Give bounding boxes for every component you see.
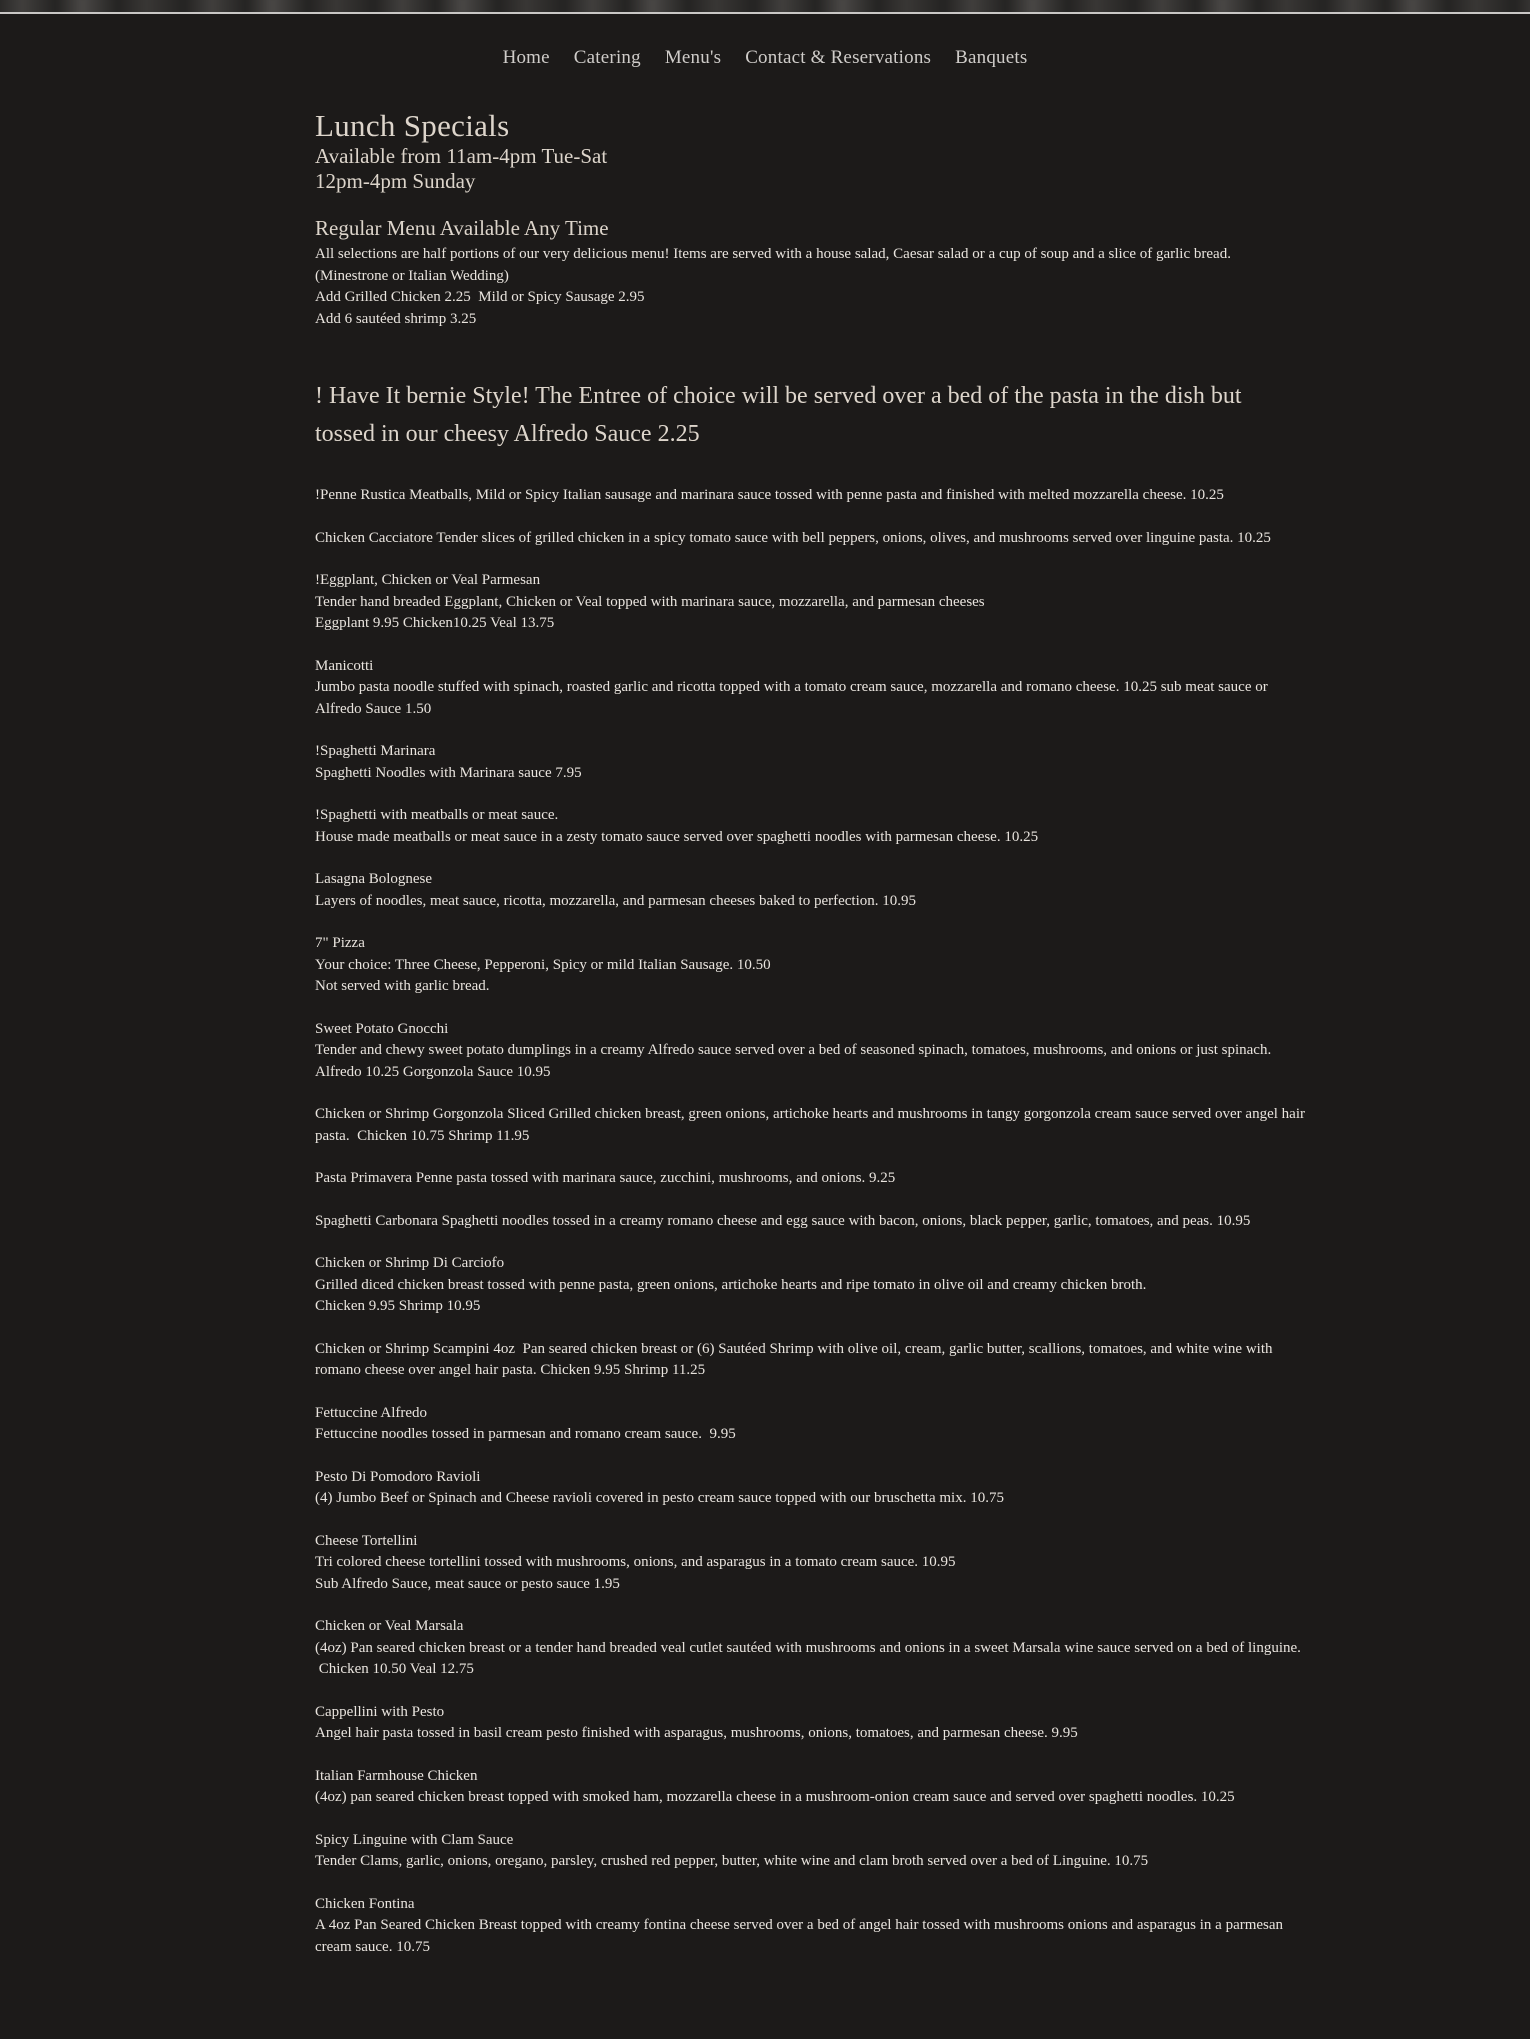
nav-link-menu-s[interactable]: Menu's <box>664 47 722 68</box>
nav-link-contact-reservations[interactable]: Contact & Reservations <box>745 47 932 68</box>
menu-item: Fettuccine Alfredo Fettuccine noodles tossed in parmesan and romano cream sauce. 9.95 <box>315 1404 736 1442</box>
menu-item: Pasta Primavera Penne pasta tossed with marinara sauce, zucchini, mushrooms, and onions. 9.25 <box>315 1170 896 1186</box>
menu-item: Manicotti Jumbo pasta noodle stuffed with spinach, roasted garlic and ricotta topped with a tomato cream sauce, mozzarella and romano cheese. 10.25 sub meat sauce or Alfredo Sauce 1.50 <box>315 657 1271 717</box>
regular-menu-intro: All selections are half portions of our very delicious menu! Items are served with a house salad, Caesar salad or a cup of soup and a slice of garlic bread. (Minestrone or Italian Wedding) Add Grilled Chicken 2.25 Mild or Spicy Sausage 2.95 Add 6 sautéed shrimp 3.25 <box>315 246 1231 327</box>
nav-link-catering[interactable]: Catering <box>573 47 641 68</box>
menu-item: Chicken Fontina A 4oz Pan Seared Chicken Breast topped with creamy fontina cheese served over a bed of angel hair tossed with mushrooms onions and asparagus in a parmesan cream sauce. 10.75 <box>315 1895 1287 1955</box>
menu-item: Italian Farmhouse Chicken (4oz) pan seared chicken breast topped with smoked ham, mozzarella cheese in a mushroom-onion cream sauce and served over spaghetti noodles. 10.25 <box>315 1767 1235 1805</box>
menu-item: Chicken or Veal Marsala (4oz) Pan seared chicken breast or a tender hand breaded veal cutlet sautéed with mushrooms and onions in a sweet Marsala wine sauce served on a bed of linguine. Chicken 10.50 Veal 12.75 <box>315 1618 1301 1677</box>
nav-link-banquets[interactable]: Banquets <box>955 47 1028 68</box>
menu-item: Pesto Di Pomodoro Ravioli (4) Jumbo Beef or Spinach and Cheese ravioli covered in pesto cream sauce topped with our bruschetta mix. 10.75 <box>315 1468 1004 1506</box>
menu-item: !Spaghetti Marinara Spaghetti Noodles with Marinara sauce 7.95 <box>315 743 582 781</box>
menu-item: Chicken Cacciatore Tender slices of grilled chicken in a spicy tomato sauce with bell peppers, onions, olives, and mushrooms served over linguine pasta. 10.25 <box>315 529 1271 546</box>
menu-item: !Spaghetti with meatballs or meat sauce. House made meatballs or meat sauce in a zesty tomato sauce served over spaghetti noodles with parmesan cheese. 10.25 <box>315 807 1039 845</box>
regular-menu-heading: Regular Menu Available Any Time <box>315 216 609 240</box>
menu-item: Sweet Potato Gnocchi Tender and chewy sweet potato dumplings in a creamy Alfredo sauce served over a bed of seasoned spinach, tomatoes, mushrooms, and onions or just spinach. Alfredo 10.25 Gorgonzola Sauce 10.95 <box>315 1020 1272 1080</box>
menu-item: Spicy Linguine with Clam Sauce Tender Clams, garlic, onions, oregano, parsley, crushed red pepper, butter, white wine and clam broth served over a bed of Linguine. 10.75 <box>315 1831 1149 1869</box>
menu-item: Spaghetti Carbonara Spaghetti noodles tossed in a creamy romano cheese and egg sauce with bacon, onions, black pepper, garlic, tomatoes, and peas. 10.95 <box>315 1212 1251 1229</box>
menu-item: Cappellini with Pesto Angel hair pasta tossed in basil cream pesto finished with asparagus, mushrooms, onions, tomatoes, and parmesan cheese. 9.95 <box>315 1703 1078 1741</box>
menu-list <box>315 485 1309 2039</box>
menu-item: !Eggplant, Chicken or Veal Parmesan Tender hand breaded Eggplant, Chicken or Veal topped with marinara sauce, mozzarella, and parmesan cheeses Eggplant 9.95 Chicken10.25 Veal 13.75 <box>315 572 985 631</box>
menu-item: 7" Pizza Your choice: Three Cheese, Pepperoni, Spicy or mild Italian Sausage. 10.50 Not served with garlic bread. <box>315 935 771 994</box>
menu-item: !Penne Rustica Meatballs, Mild or Spicy Italian sausage and marinara sauce tossed with penne pasta and finished with melted mozzarella cheese. 10.25 <box>315 487 1224 503</box>
menu-item: Chicken or Shrimp Scampini 4oz Pan seared chicken breast or (6) Sautéed Shrimp with olive oil, cream, garlic butter, scallions, tomatoes, and white wine with romano cheese over angel hair pasta. Chicken 9.95 Shrimp 11.25 <box>315 1340 1277 1378</box>
menu-item: Cheese Tortellini Tri colored cheese tortellini tossed with mushrooms, onions, and asparagus in a tomato cream sauce. 10.95 Sub Alfredo Sauce, meat sauce or pesto sauce 1.95 <box>315 1532 956 1592</box>
menu-item: Chicken or Shrimp Gorgonzola Sliced Grilled chicken breast, green onions, artichoke hearts and mushrooms in tangy gorgonzola cream sauce served over angel hair pasta. Chicken 10.75 Shrimp 11.95 <box>315 1106 1309 1144</box>
availability-hours: Available from 11am-4pm Tue-Sat 12pm-4pm Sunday <box>315 144 608 193</box>
main-nav <box>0 47 1530 69</box>
bernie-style-note: ! Have It bernie Style! The Entree of choice will be served over a bed of the pasta in the dish but tossed in our cheesy Alfredo Sauce 2.25 <box>315 383 1248 447</box>
menu-item: Chicken or Shrimp Di Carciofo Grilled diced chicken breast tossed with penne pasta, green onions, artichoke hearts and ripe tomato in olive oil and creamy chicken broth. Chicken 9.95 Shrimp 10.95 <box>315 1255 1147 1314</box>
page-title: Lunch Specials <box>315 108 510 143</box>
page-top-texture <box>0 0 1530 14</box>
nav-link-home[interactable]: Home <box>502 47 550 68</box>
menu-page <box>315 108 1309 2039</box>
menu-item: Lasagna Bolognese Layers of noodles, meat sauce, ricotta, mozzarella, and parmesan cheeses baked to perfection. 10.95 <box>315 871 916 909</box>
top-texture-image <box>0 0 1530 14</box>
